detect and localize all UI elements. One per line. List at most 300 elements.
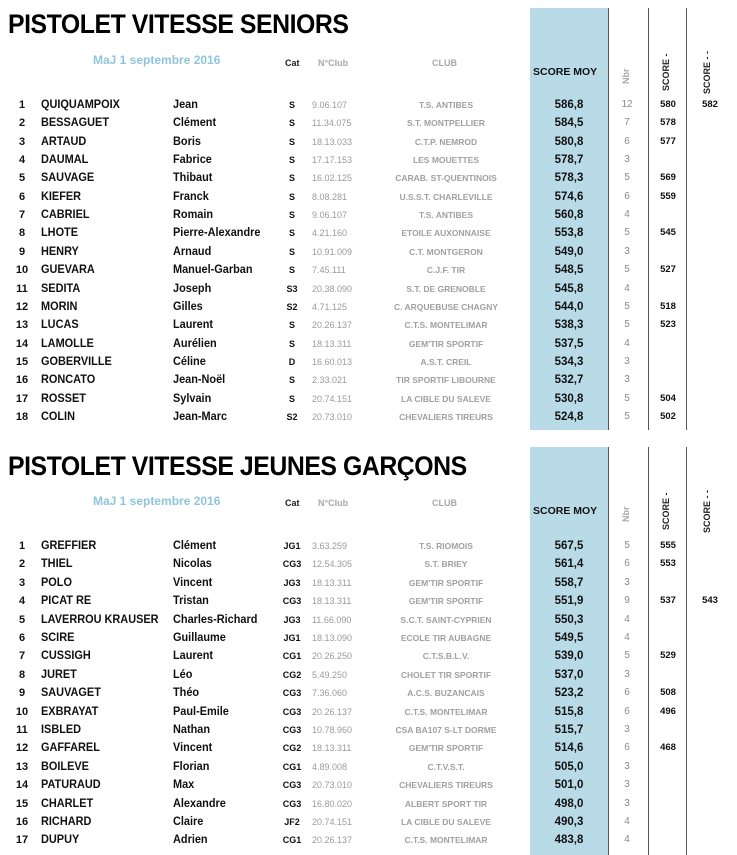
category-cell: CG3 bbox=[282, 798, 302, 809]
last-name-cell: EXBRAYAT bbox=[41, 705, 99, 718]
score-moy-cell: 537,5 bbox=[554, 337, 584, 350]
club-number-cell: 16.02.125 bbox=[312, 173, 353, 184]
table-row bbox=[0, 206, 737, 224]
category-cell: S bbox=[288, 118, 295, 129]
nbr-cell: 5 bbox=[624, 300, 630, 312]
score-moy-cell: 578,3 bbox=[554, 172, 584, 185]
rank-cell: 16 bbox=[15, 816, 29, 828]
first-name-cell: Céline bbox=[173, 355, 206, 368]
section-title: PISTOLET VITESSE JEUNES GARÇONS bbox=[8, 451, 467, 481]
club-number-cell: 4.89.008 bbox=[312, 761, 348, 772]
last-name-cell: LAVERROU KRAUSER bbox=[41, 613, 159, 626]
table-row bbox=[0, 666, 737, 684]
club-number-cell: 18.13.311 bbox=[312, 338, 352, 349]
first-name-cell: Thibaut bbox=[173, 172, 213, 185]
last-name-cell: QUIQUAMPOIX bbox=[41, 99, 120, 111]
first-name-cell: Nathan bbox=[173, 724, 211, 736]
nbr-cell: 5 bbox=[624, 264, 630, 276]
club-number-cell: 7.45.111 bbox=[312, 265, 346, 276]
nbr-cell: 4 bbox=[624, 337, 630, 349]
club-number-cell: 9.06.107 bbox=[312, 210, 348, 221]
header-club: CLUB bbox=[432, 58, 457, 68]
table-row bbox=[0, 758, 737, 776]
score-moy-cell: 538,3 bbox=[554, 319, 584, 332]
last-name-cell: ROSSET bbox=[41, 392, 86, 405]
club-name-cell: C.T.V.S.T. bbox=[427, 761, 465, 772]
last-name-cell: GUEVARA bbox=[41, 264, 95, 277]
rank-cell: 5 bbox=[18, 172, 26, 185]
nbr-cell: 6 bbox=[624, 705, 630, 717]
last-name-cell: CUSSIGH bbox=[41, 650, 91, 663]
last-name-cell: CHARLET bbox=[41, 797, 94, 810]
club-number-cell: 20.74.151 bbox=[312, 393, 353, 404]
table-row bbox=[0, 114, 737, 132]
first-name-cell: Jean bbox=[173, 99, 198, 111]
score-moy-cell: 558,7 bbox=[554, 576, 584, 589]
nbr-cell: 4 bbox=[624, 282, 630, 294]
table-row bbox=[0, 592, 737, 610]
first-name-cell: Franck bbox=[173, 190, 209, 203]
table-row bbox=[0, 574, 737, 592]
category-cell: S bbox=[288, 136, 295, 147]
score-2-cell: 543 bbox=[702, 595, 718, 607]
club-number-cell: 4.21.160 bbox=[312, 228, 348, 239]
club-number-cell: 18.13.033 bbox=[312, 136, 353, 147]
score-1-cell: 523 bbox=[660, 319, 676, 331]
last-name-cell: KIEFER bbox=[41, 190, 82, 203]
score-moy-cell: 580,8 bbox=[554, 135, 584, 148]
club-name-cell: S.T. DE GRENOBLE bbox=[406, 283, 486, 294]
first-name-cell: Jean-Marc bbox=[173, 410, 228, 423]
category-cell: CG1 bbox=[282, 651, 302, 662]
category-cell: S bbox=[288, 210, 295, 221]
club-name-cell: GEM'TIR SPORTIF bbox=[408, 577, 484, 588]
first-name-cell: Vincent bbox=[173, 576, 213, 589]
update-date: MaJ 1 septembre 2016 bbox=[93, 494, 221, 508]
last-name-cell: ARTAUD bbox=[41, 135, 87, 148]
header-score-2: SCORE - - bbox=[702, 489, 712, 533]
club-name-cell: C.T.S. MONTELIMAR bbox=[404, 835, 488, 846]
score-moy-cell: 515,7 bbox=[554, 724, 584, 736]
score-1-cell: 580 bbox=[660, 99, 676, 110]
category-cell: S3 bbox=[286, 283, 298, 294]
club-number-cell: 8.08.281 bbox=[312, 191, 348, 202]
club-name-cell: S.T. MONTPELLIER bbox=[407, 118, 485, 129]
category-cell: S bbox=[288, 191, 295, 202]
score-1-cell: 468 bbox=[660, 742, 676, 754]
first-name-cell: Guillaume bbox=[173, 632, 226, 644]
nbr-cell: 5 bbox=[624, 319, 630, 331]
nbr-cell: 3 bbox=[624, 355, 630, 367]
nbr-cell: 6 bbox=[624, 135, 630, 147]
score-moy-cell: 574,6 bbox=[554, 190, 584, 203]
last-name-cell: LHOTE bbox=[41, 227, 79, 240]
header-club-number: N°Club bbox=[318, 498, 349, 508]
table-row bbox=[0, 169, 737, 187]
first-name-cell: Laurent bbox=[173, 650, 214, 663]
rank-cell: 2 bbox=[18, 117, 26, 130]
rank-cell: 4 bbox=[18, 154, 26, 167]
first-name-cell: Charles-Richard bbox=[173, 613, 258, 626]
score-moy-cell: 560,8 bbox=[554, 209, 584, 222]
category-cell: JG1 bbox=[283, 541, 301, 551]
nbr-cell: 6 bbox=[624, 190, 630, 202]
club-number-cell: 18.13.090 bbox=[312, 633, 353, 643]
first-name-cell: Sylvain bbox=[173, 392, 212, 405]
first-name-cell: Nicolas bbox=[173, 558, 212, 571]
header-nbr: Nbr bbox=[621, 68, 631, 84]
nbr-cell: 3 bbox=[624, 154, 630, 166]
category-cell: CG3 bbox=[282, 725, 302, 735]
first-name-cell: Aurélien bbox=[173, 337, 217, 350]
table-row bbox=[0, 298, 737, 316]
score-moy-cell: 548,5 bbox=[554, 264, 584, 277]
last-name-cell: COLIN bbox=[41, 410, 75, 423]
nbr-cell: 3 bbox=[624, 374, 630, 386]
update-date: MaJ 1 septembre 2016 bbox=[93, 53, 221, 67]
score-moy-cell: 534,3 bbox=[554, 355, 584, 368]
last-name-cell: SCIRE bbox=[41, 632, 75, 644]
table-row bbox=[0, 188, 737, 206]
table-row bbox=[0, 280, 737, 298]
club-number-cell: 18.13.311 bbox=[312, 596, 352, 607]
nbr-cell: 5 bbox=[624, 540, 630, 551]
rank-cell: 2 bbox=[18, 558, 26, 571]
club-name-cell: ALBERT SPORT TIR bbox=[404, 798, 488, 809]
last-name-cell: BESSAGUET bbox=[41, 117, 109, 130]
first-name-cell: Paul-Emile bbox=[173, 705, 229, 718]
rank-cell: 7 bbox=[18, 209, 26, 222]
header-nbr: Nbr bbox=[621, 506, 631, 522]
score-moy-cell: 553,8 bbox=[554, 227, 584, 240]
score-moy-cell: 490,3 bbox=[554, 816, 584, 828]
last-name-cell: SAUVAGET bbox=[41, 687, 101, 700]
club-name-cell: LA CIBLE DU SALEVE bbox=[401, 817, 491, 827]
club-name-cell: CHOLET TIR SPORTIF bbox=[400, 669, 492, 680]
category-cell: CG1 bbox=[282, 761, 302, 772]
score-moy-cell: 539,0 bbox=[554, 650, 584, 663]
table-row bbox=[0, 151, 737, 169]
table-row bbox=[0, 739, 737, 757]
header-score-moy: SCORE MOY bbox=[533, 66, 598, 78]
rank-cell: 9 bbox=[18, 687, 26, 700]
first-name-cell: Florian bbox=[173, 760, 210, 773]
rank-cell: 14 bbox=[15, 779, 29, 792]
first-name-cell: Tristan bbox=[173, 595, 209, 608]
last-name-cell: RONCATO bbox=[41, 374, 96, 387]
score-1-cell: 527 bbox=[660, 264, 676, 276]
header-score-1: SCORE - bbox=[661, 53, 671, 91]
rank-cell: 10 bbox=[15, 705, 29, 718]
table-row bbox=[0, 537, 737, 555]
nbr-cell: 3 bbox=[624, 724, 630, 735]
score-2-cell: 582 bbox=[702, 99, 718, 110]
nbr-cell: 3 bbox=[624, 779, 630, 791]
category-cell: S2 bbox=[286, 301, 298, 312]
score-1-cell: 545 bbox=[660, 227, 676, 239]
table-row bbox=[0, 335, 737, 353]
table-row bbox=[0, 316, 737, 334]
table-row bbox=[0, 776, 737, 794]
first-name-cell: Romain bbox=[173, 209, 214, 222]
score-moy-cell: 544,0 bbox=[554, 300, 584, 313]
score-1-cell: 496 bbox=[660, 705, 676, 717]
table-row bbox=[0, 133, 737, 151]
category-cell: S bbox=[288, 265, 295, 276]
score-moy-cell: 524,8 bbox=[554, 410, 584, 423]
rank-cell: 6 bbox=[18, 190, 26, 203]
score-1-cell: 578 bbox=[660, 117, 676, 129]
category-cell: D bbox=[288, 356, 296, 367]
rank-cell: 13 bbox=[15, 760, 29, 773]
club-name-cell: C.J.F. TIR bbox=[426, 265, 466, 276]
table-row bbox=[0, 831, 737, 849]
club-number-cell: 11.34.075 bbox=[312, 118, 352, 129]
score-1-cell: 518 bbox=[660, 300, 676, 312]
nbr-cell: 7 bbox=[624, 117, 630, 129]
last-name-cell: GAFFAREL bbox=[41, 742, 100, 755]
nbr-cell: 5 bbox=[624, 410, 630, 422]
first-name-cell: Alexandre bbox=[173, 797, 226, 810]
header-score-1: SCORE - bbox=[661, 492, 671, 530]
club-name-cell: C. ARQUEBUSE CHAGNY bbox=[393, 301, 499, 312]
rank-cell: 16 bbox=[15, 374, 29, 387]
club-number-cell: 18.13.311 bbox=[312, 577, 352, 588]
last-name-cell: JURET bbox=[41, 668, 77, 681]
first-name-cell: Arnaud bbox=[173, 245, 212, 258]
club-name-cell: U.S.S.T. CHARLEVILLE bbox=[399, 191, 493, 202]
table-row bbox=[0, 224, 737, 242]
club-number-cell: 17.17.153 bbox=[312, 155, 353, 166]
nbr-cell: 6 bbox=[624, 558, 630, 570]
club-name-cell: CHEVALIERS TIREURS bbox=[399, 780, 493, 791]
category-cell: S bbox=[288, 100, 295, 110]
score-1-cell: 537 bbox=[660, 595, 676, 607]
club-number-cell: 20.38.090 bbox=[312, 283, 353, 294]
score-moy-cell: 549,5 bbox=[554, 632, 584, 644]
rank-cell: 1 bbox=[18, 540, 26, 552]
club-name-cell: ETOILE AUXONNAISE bbox=[401, 228, 491, 239]
club-name-cell: GEM'TIR SPORTIF bbox=[408, 596, 484, 607]
club-number-cell: 7.36.060 bbox=[312, 688, 348, 699]
first-name-cell: Adrien bbox=[173, 834, 208, 847]
last-name-cell: MORIN bbox=[41, 300, 78, 313]
rank-cell: 15 bbox=[15, 355, 29, 368]
rank-cell: 14 bbox=[15, 337, 29, 350]
club-name-cell: A.S.T. CREIL bbox=[420, 356, 472, 367]
first-name-cell: Théo bbox=[173, 687, 200, 700]
score-moy-cell: 530,8 bbox=[554, 392, 584, 405]
nbr-cell: 4 bbox=[624, 834, 630, 846]
rank-cell: 8 bbox=[18, 227, 26, 240]
club-number-cell: 20.26.250 bbox=[312, 651, 353, 662]
club-name-cell: CARAB. ST-QUENTINOIS bbox=[395, 173, 497, 184]
category-cell: S bbox=[288, 246, 295, 257]
first-name-cell: Max bbox=[173, 779, 195, 792]
club-name-cell: LES MOUETTES bbox=[412, 155, 480, 166]
club-number-cell: 20.74.151 bbox=[312, 817, 353, 827]
last-name-cell: ISBLED bbox=[41, 724, 82, 736]
club-name-cell: TIR SPORTIF LIBOURNE bbox=[396, 375, 496, 386]
club-name-cell: C.T.S.B.L.V. bbox=[422, 651, 470, 662]
club-number-cell: 18.13.311 bbox=[312, 743, 352, 754]
category-cell: CG1 bbox=[282, 835, 302, 846]
nbr-cell: 5 bbox=[624, 227, 630, 239]
header-club-number: N°Club bbox=[318, 58, 349, 68]
header-cat: Cat bbox=[285, 498, 300, 508]
club-number-cell: 20.26.137 bbox=[312, 706, 353, 717]
first-name-cell: Manuel-Garban bbox=[173, 264, 253, 277]
score-moy-cell: 505,0 bbox=[554, 760, 584, 773]
nbr-cell: 3 bbox=[624, 760, 630, 772]
club-name-cell: C.T.S. MONTELIMAR bbox=[404, 706, 488, 717]
club-name-cell: C.T.P. NEMROD bbox=[414, 136, 478, 147]
club-name-cell: S.T. BRIEY bbox=[424, 559, 468, 570]
score-1-cell: 559 bbox=[660, 190, 676, 202]
club-name-cell: GEM'TIR SPORTIF bbox=[408, 338, 484, 349]
category-cell: JG1 bbox=[283, 633, 301, 643]
score-moy-cell: 514,6 bbox=[554, 742, 584, 755]
category-cell: S bbox=[288, 375, 295, 386]
category-cell: S bbox=[288, 228, 295, 239]
club-number-cell: 11.66.090 bbox=[312, 614, 352, 625]
rank-cell: 11 bbox=[16, 724, 28, 736]
category-cell: CG3 bbox=[282, 688, 302, 699]
score-1-cell: 529 bbox=[660, 650, 676, 662]
first-name-cell: Laurent bbox=[173, 319, 214, 332]
club-number-cell: 20.73.010 bbox=[312, 411, 353, 422]
nbr-cell: 4 bbox=[624, 613, 630, 625]
last-name-cell: POLO bbox=[41, 576, 72, 589]
rank-cell: 6 bbox=[18, 632, 26, 644]
club-name-cell: LA CIBLE DU SALEVE bbox=[401, 393, 491, 404]
nbr-cell: 3 bbox=[624, 797, 630, 809]
rank-cell: 15 bbox=[15, 797, 29, 810]
last-name-cell: RICHARD bbox=[41, 816, 92, 828]
last-name-cell: BOILEVE bbox=[41, 760, 89, 773]
table-row bbox=[0, 390, 737, 408]
rank-cell: 17 bbox=[15, 834, 29, 847]
club-name-cell: T.S. ANTIBES bbox=[419, 210, 473, 221]
club-number-cell: 4.71.125 bbox=[312, 301, 348, 312]
table-row bbox=[0, 353, 737, 371]
first-name-cell: Joseph bbox=[173, 282, 212, 295]
last-name-cell: SAUVAGE bbox=[41, 172, 95, 185]
nbr-cell: 4 bbox=[624, 632, 630, 643]
score-moy-cell: 545,8 bbox=[554, 282, 584, 295]
header-score-moy: SCORE MOY bbox=[533, 505, 598, 517]
club-name-cell: CHEVALIERS TIREURS bbox=[399, 411, 493, 422]
score-1-cell: 508 bbox=[660, 687, 676, 699]
first-name-cell: Gilles bbox=[173, 300, 203, 313]
last-name-cell: DAUMAL bbox=[41, 154, 89, 167]
club-name-cell: S.C.T. SAINT-CYPRIEN bbox=[400, 614, 492, 625]
score-1-cell: 502 bbox=[660, 410, 676, 422]
score-moy-cell: 578,7 bbox=[554, 154, 584, 167]
table-row bbox=[0, 684, 737, 702]
club-number-cell: 10.91.009 bbox=[312, 246, 353, 257]
club-name-cell: CSA BA107 S-LT DORME bbox=[395, 725, 497, 735]
table-row bbox=[0, 629, 737, 647]
category-cell: CG3 bbox=[282, 596, 302, 607]
score-moy-cell: 483,8 bbox=[554, 834, 584, 847]
rank-cell: 13 bbox=[15, 319, 29, 332]
score-1-cell: 569 bbox=[660, 172, 676, 184]
club-number-cell: 16.60.013 bbox=[312, 356, 353, 367]
rank-cell: 17 bbox=[15, 392, 29, 405]
rank-cell: 12 bbox=[15, 300, 29, 313]
first-name-cell: Pierre-Alexandre bbox=[173, 227, 261, 240]
score-1-cell: 553 bbox=[660, 558, 676, 570]
score-moy-cell: 561,4 bbox=[554, 558, 584, 571]
category-cell: S bbox=[288, 155, 295, 166]
last-name-cell: GOBERVILLE bbox=[41, 355, 112, 368]
club-number-cell: 2.33.021 bbox=[312, 375, 348, 386]
category-cell: CG2 bbox=[282, 669, 302, 680]
score-moy-cell: 549,0 bbox=[554, 245, 584, 258]
table-row bbox=[0, 408, 737, 426]
club-name-cell: T.S. RIOMOIS bbox=[419, 541, 473, 551]
table-row bbox=[0, 96, 737, 114]
club-number-cell: 3.63.259 bbox=[312, 541, 348, 551]
club-name-cell: C.T.S. MONTELIMAR bbox=[404, 320, 488, 331]
section-title: PISTOLET VITESSE SENIORS bbox=[8, 9, 349, 39]
first-name-cell: Fabrice bbox=[173, 154, 212, 167]
category-cell: S bbox=[288, 320, 295, 331]
last-name-cell: SEDITA bbox=[41, 282, 81, 295]
club-name-cell: ECOLE TIR AUBAGNE bbox=[400, 633, 492, 643]
table-row bbox=[0, 243, 737, 261]
club-number-cell: 12.54.305 bbox=[312, 559, 353, 570]
category-cell: S bbox=[288, 393, 295, 404]
first-name-cell: Jean-Noël bbox=[173, 374, 226, 387]
club-name-cell: GEM'TIR SPORTIF bbox=[408, 743, 484, 754]
category-cell: JG3 bbox=[283, 577, 301, 588]
table-row bbox=[0, 261, 737, 279]
table-row bbox=[0, 611, 737, 629]
rank-cell: 10 bbox=[15, 264, 29, 277]
club-number-cell: 16.80.020 bbox=[312, 798, 353, 809]
score-moy-cell: 515,8 bbox=[554, 705, 584, 718]
club-name-cell: A.C.S. BUZANCAIS bbox=[407, 688, 485, 699]
header-club: CLUB bbox=[432, 498, 457, 508]
last-name-cell: HENRY bbox=[41, 245, 79, 258]
score-1-cell: 555 bbox=[660, 540, 676, 551]
category-cell: JF2 bbox=[284, 817, 300, 827]
last-name-cell: CABRIEL bbox=[41, 209, 90, 222]
score-moy-cell: 584,5 bbox=[554, 117, 584, 130]
nbr-cell: 12 bbox=[621, 99, 633, 110]
first-name-cell: Clément bbox=[173, 117, 217, 130]
nbr-cell: 5 bbox=[624, 650, 630, 662]
rank-cell: 3 bbox=[18, 135, 26, 148]
score-moy-cell: 501,0 bbox=[554, 779, 584, 792]
first-name-cell: Léo bbox=[173, 668, 193, 681]
last-name-cell: GREFFIER bbox=[41, 540, 97, 552]
category-cell: S2 bbox=[286, 411, 298, 422]
last-name-cell: THIEL bbox=[41, 558, 73, 571]
club-number-cell: 10.78.960 bbox=[312, 725, 353, 735]
club-number-cell: 20.73.010 bbox=[312, 780, 353, 791]
score-moy-cell: 550,3 bbox=[554, 613, 584, 626]
header-score-2: SCORE - - bbox=[702, 50, 712, 94]
rank-cell: 11 bbox=[16, 282, 28, 295]
nbr-cell: 6 bbox=[624, 742, 630, 754]
category-cell: JG3 bbox=[283, 614, 301, 625]
club-number-cell: 9.06.107 bbox=[312, 100, 348, 110]
rank-cell: 9 bbox=[18, 245, 26, 258]
table-row bbox=[0, 721, 737, 739]
